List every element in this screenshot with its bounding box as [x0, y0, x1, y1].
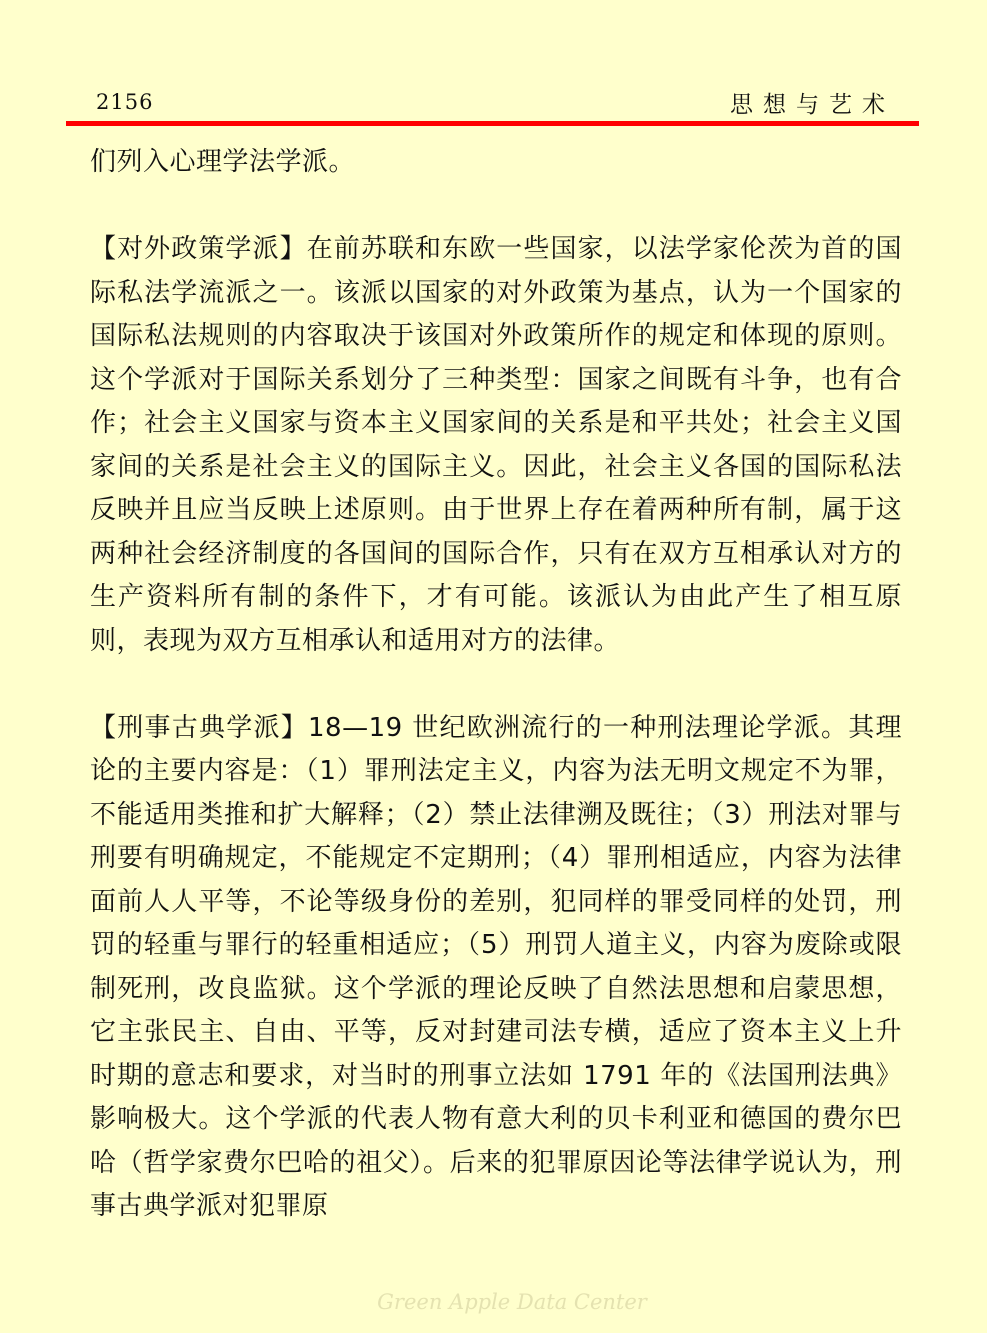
- entry-text: 18—19 世纪欧洲流行的一种刑法理论学派。其理论的主要内容是：（1）罪刑法定主义，内容为法无明文规定不为罪，不能适用类推和扩大解释；（2）禁止法律溯及既往；（3）刑法对罪与刑要有明确规定，不能规定不定期刑；（4）罪刑相适应，内容为法律面前人人平等，不论等级身份的差别，犯同样的罪受同样的处罚，刑罚的轻重与罪行的轻重相适应；（5）刑罚人道主义，内容为废除或限制死刑，改良监狱。这个学派的理论反映了自然法思想和启蒙思想，它主张民主、自由、平等，反对封建司法专横，适应了资本主义上升时期的意志和要求，对当时的刑事立法如 1791 年的《法国刑法典》影响极大。这个学派的代表人物有意大利的贝卡利亚和德国的费尔巴哈（哲学家费尔巴哈的祖父）。后来的犯罪原因论等法律学说认为，刑事古典学派对犯罪原: [90, 712, 902, 1221]
- continued-paragraph: 们列入心理学法学派。: [90, 147, 356, 177]
- page-number: 2156: [96, 90, 154, 114]
- running-title: 思想与艺术: [730, 92, 895, 118]
- entry-term: 【刑事古典学派】: [90, 712, 309, 743]
- entry-paragraph-foreign-policy-school: [90, 228, 902, 663]
- entry-text: 在前苏联和东欧一些国家，以法学家伦茨为首的国际私法学流派之一。该派以国家的对外政策为基点，认为一个国家的国际私法规则的内容取决于该国对外政策所作的规定和体现的原则。这个学派对于国际关系划分了三种类型：国家之间既有斗争，也有合作；社会主义国家与资本主义国家间的关系是和平共处；社会主义国家间的关系是社会主义的国际主义。因此，社会主义各国的国际私法反映并且应当反映上述原则。由于世界上存在着两种所有制，属于这两种社会经济制度的各国间的国际合作，只有在双方互相承认对方的生产资料所有制的条件下，才有可能。该派认为由此产生了相互原则，表现为双方互相承认和适用对方的法律。: [90, 234, 902, 656]
- entry-term: 【对外政策学派】: [90, 234, 307, 264]
- entry-paragraph-classical-criminal-school: [90, 707, 902, 1229]
- body-content: [90, 141, 902, 1229]
- watermark: Green Apple Data Center: [377, 1290, 647, 1314]
- header-rule: [66, 121, 919, 126]
